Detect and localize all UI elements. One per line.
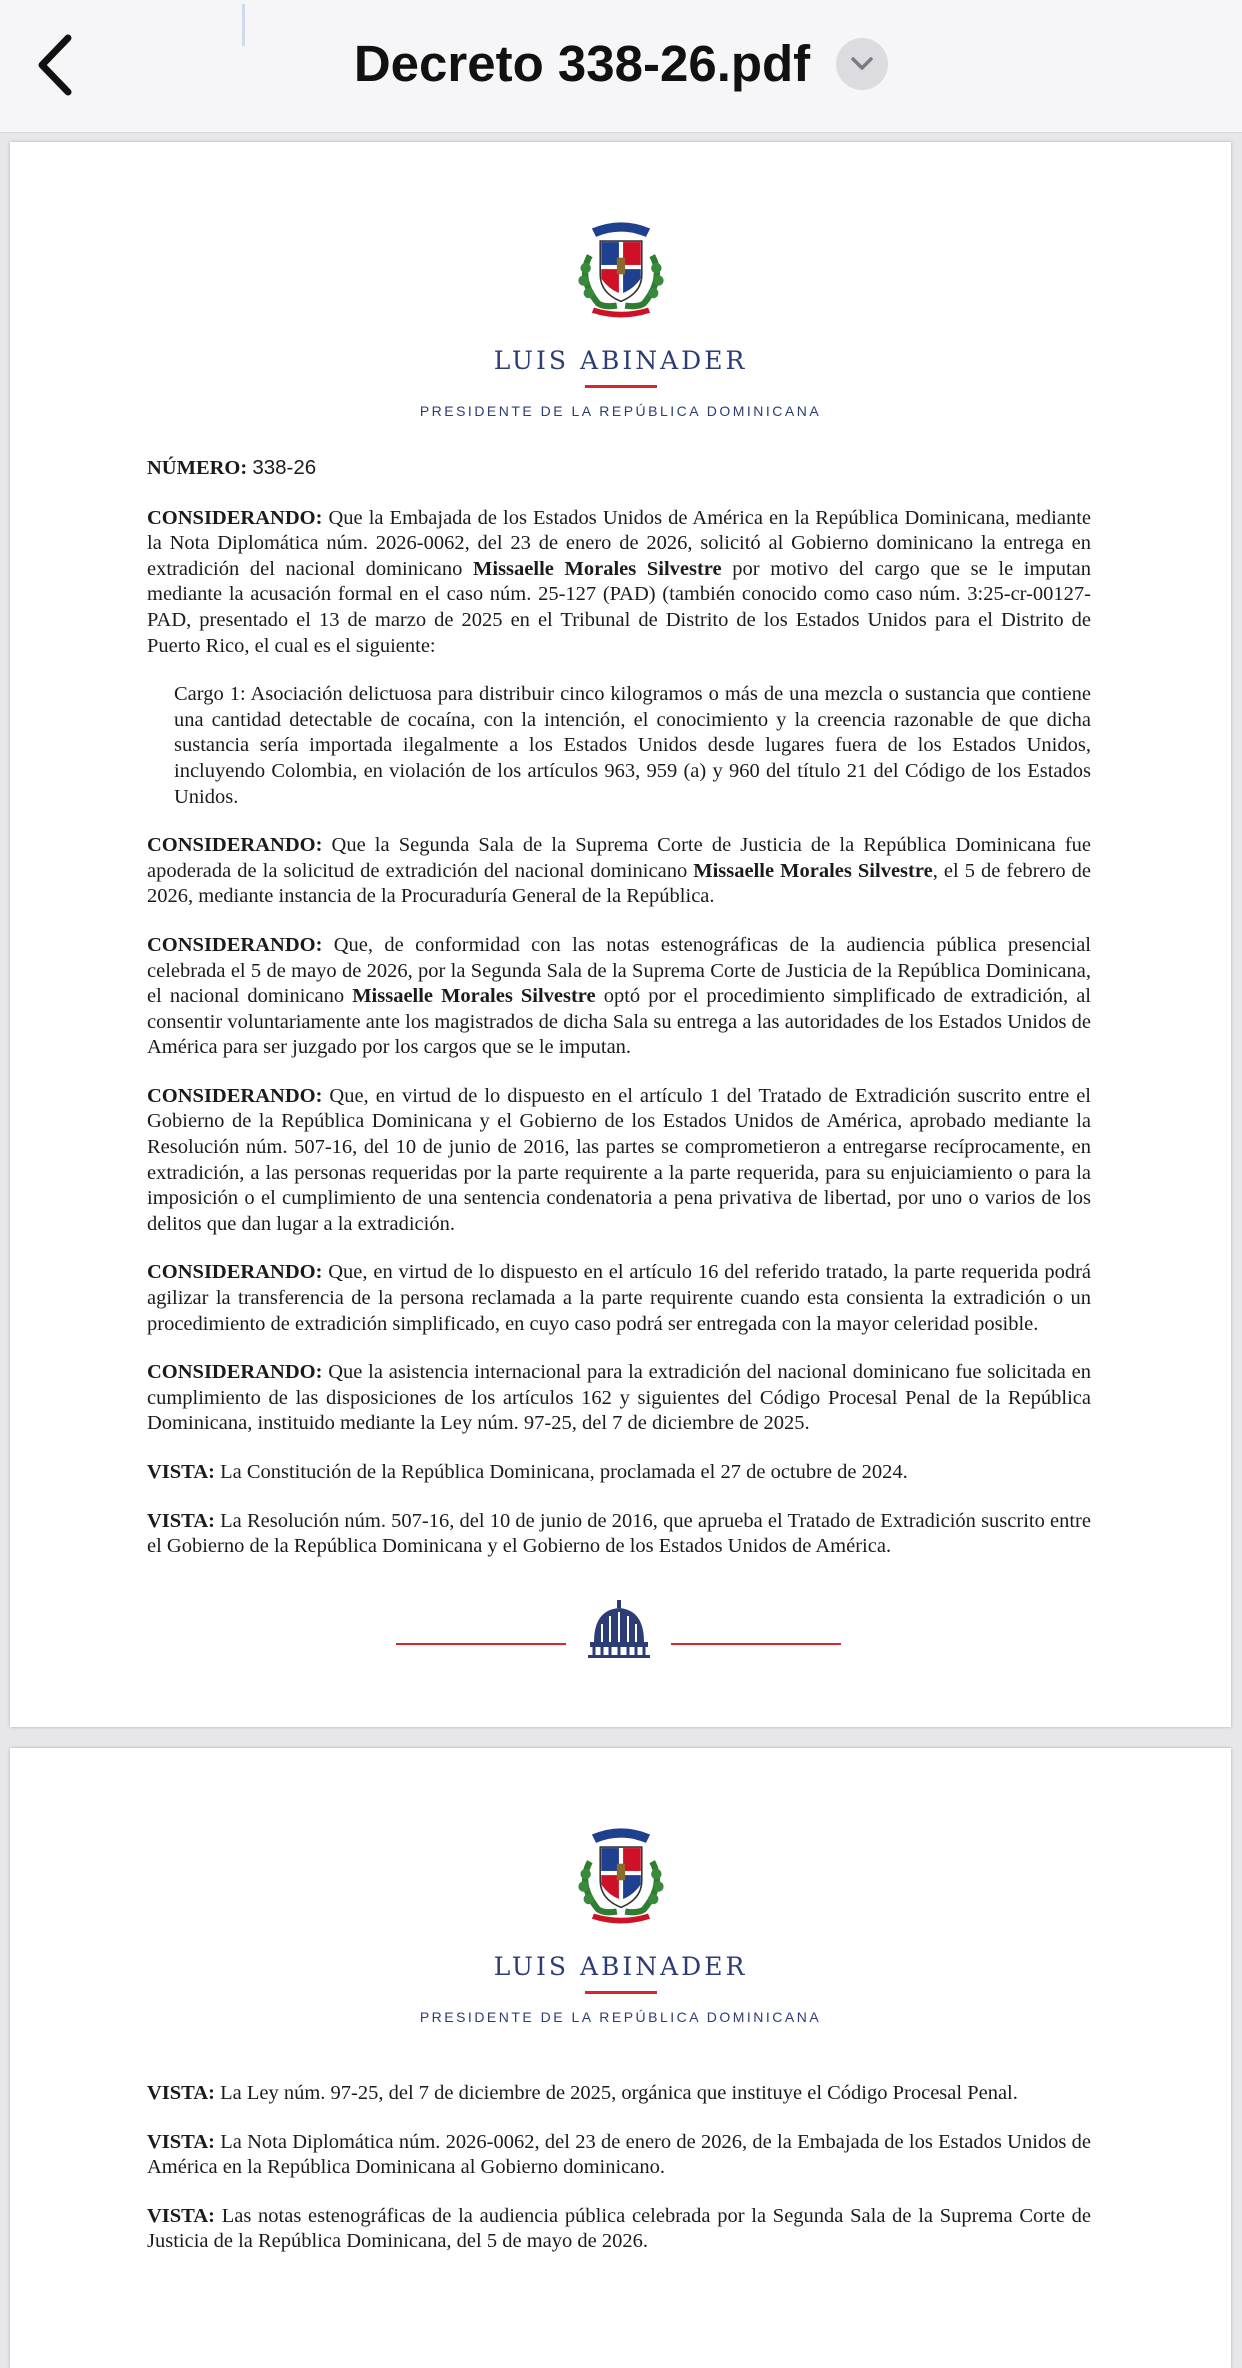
page-footer-ornament: [10, 1600, 1231, 1660]
president-title: PRESIDENTE DE LA REPÚBLICA DOMINICANA: [419, 2009, 822, 2025]
palace-dome-icon: [588, 1600, 650, 1658]
paragraph-text: La Constitución de la República Dominicana, proclamada el 27 de octubre de 2024.: [214, 1461, 908, 1483]
president-name: LUIS ABINADER: [493, 1952, 748, 1981]
considerando-paragraph: [147, 1360, 1091, 1437]
considerando-paragraph: [147, 933, 1091, 1061]
paragraph-label: CONSIDERANDO:: [147, 1084, 323, 1107]
paragraph-text: La Ley núm. 97-25, del 7 de diciembre de 2025, orgánica que instituye el Código Procesal Penal.: [214, 2082, 1018, 2104]
paragraph-text: La Nota Diplomática núm. 2026-0062, del 23 de enero de 2026, de la Embajada de los Estados Unidos de América en la República Dominicana al Gobierno dominicano.: [147, 2130, 1091, 2179]
paragraph-label: VISTA:: [147, 1509, 215, 1532]
vista-paragraph: [147, 2204, 1091, 2255]
vista-paragraph: [147, 1509, 1091, 1560]
vista-paragraph: [147, 1460, 1091, 1486]
document-title[interactable]: Decreto 338-26.pdf: [353, 35, 811, 92]
paragraph-text: La Resolución núm. 507-16, del 10 de junio de 2016, que aprueba el Tratado de Extradición suscrito entre el Gobierno de la República Dominicana y el Gobierno de los Estados Unidos de América.: [147, 1509, 1091, 1558]
paragraph-label: CONSIDERANDO:: [147, 1361, 323, 1384]
footer-line-left: [396, 1643, 566, 1645]
considerando-paragraph: [147, 506, 1091, 660]
paragraph-label: VISTA:: [147, 2130, 215, 2153]
paragraph-label: CONSIDERANDO:: [147, 1261, 323, 1284]
paragraph-label: VISTA:: [147, 1461, 215, 1483]
coat-of-arms-icon: [569, 214, 673, 318]
paragraph-text: Las notas estenográficas de la audiencia pública celebrada por la Segunda Sala de la Suprema Corte de Justicia de la República Dominicana, del 5 de mayo de 2026.: [147, 2204, 1091, 2253]
considerando-paragraph: [147, 1260, 1091, 1337]
president-title: PRESIDENTE DE LA REPÚBLICA DOMINICANA: [419, 403, 822, 419]
footer-line-right: [671, 1643, 841, 1645]
vista-paragraph: [147, 2130, 1091, 2181]
paragraph-label: VISTA:: [147, 2082, 215, 2104]
decree-number-value: 338-26: [252, 456, 317, 479]
president-name: LUIS ABINADER: [493, 346, 748, 375]
title-menu-button[interactable]: [836, 38, 888, 90]
chevron-down-icon: [850, 54, 874, 74]
decree-number: [147, 455, 1091, 482]
cargo-paragraph: Cargo 1: Asociación delictuosa para distribuir cinco kilogramos o más de una mezcla o sustancia que contiene una cantidad detectable de cocaína, con la intención, el conocimiento y la creencia razonable de que dicha sustancia sería importada ilegalmente a los Estados Unidos desde lugares fuera de los Estados Unidos, incluyendo Colombia, en violación de los artículos 963, 959 (a) y 960 del título 21 del Código de los Estados Unidos.: [174, 683, 1091, 808]
paragraph-text: , el 5 de febrero de 2026, mediante instancia de la Procuraduría General de la República.: [147, 859, 1091, 908]
person-name: Missaelle Morales Silvestre: [352, 985, 596, 1008]
paragraph-label: CONSIDERANDO:: [147, 933, 323, 956]
person-name: Missaelle Morales Silvestre: [693, 859, 933, 882]
letterhead: [10, 1820, 1231, 2025]
decree-number-label: NÚMERO:: [147, 457, 248, 479]
pdf-page-1: [10, 142, 1231, 1727]
person-name: Missaelle Morales Silvestre: [473, 557, 722, 580]
paragraph-text: Que, en virtud de lo dispuesto en el artículo 1 del Tratado de Extradición suscrito entre el Gobierno de la República Dominicana y el Gobierno de los Estados Unidos de América, aprobado mediante la Resolución núm. 507-16, del 10 de junio de 2016, las partes se comprometieron a entregarse recíprocamente, en extradición, a las personas requeridas por la parte requirente a la parte requerida, para su enjuiciamiento o para la imposición o el cumplimiento de una sentencia condenatoria a pena privativa de libertad, por uno o varios de los delitos que dan lugar a la extradición.: [147, 1084, 1091, 1235]
considerando-paragraph: [147, 1084, 1091, 1238]
letterhead-divider: [585, 385, 657, 388]
paragraph-text: Que, en virtud de lo dispuesto en el artículo 16 del referido tratado, la parte requerida podrá agilizar la transferencia de la persona reclamada a la parte requirente cuando esta consienta la extradición o un procedimiento de extradición simplificado, en cuyo caso podrá ser entregada con la mayor celeridad posible.: [147, 1261, 1091, 1335]
paragraph-label: CONSIDERANDO:: [147, 834, 323, 857]
coat-of-arms-icon: [569, 1820, 673, 1924]
paragraph-label: VISTA:: [147, 2204, 215, 2227]
letterhead-divider: [585, 1991, 657, 1994]
navigation-bar: [0, 0, 1242, 133]
paragraph-label: CONSIDERANDO:: [147, 506, 323, 529]
paragraph-text: Que, de conformidad con las notas estenográficas de la audiencia pública presencial celebrada el 5 de mayo de 2026, por la Segunda Sala de la Suprema Corte de Justicia de la República Dominicana, el nacional dominicano: [147, 933, 1091, 1008]
pdf-page-2: [10, 1748, 1231, 2368]
paragraph-text: optó por el procedimiento simplificado de extradición, al consentir voluntariamente ante los magistrados de dicha Sala su entrega a las autoridades de los Estados Unidos de América para ser juzgado por los cargos que se le imputan.: [147, 985, 1091, 1059]
document-body: [147, 455, 1091, 1583]
document-body: [147, 2081, 1091, 2278]
paragraph-text: por motivo del cargo que se le imputan mediante la acusación formal en el caso núm. 25-127 (PAD) (también conocido como caso núm. 3:25-cr-00127-PAD, presentado el 13 de marzo de 2025 en el Tribunal de Distrito de los Estados Unidos para el Distrito de Puerto Rico, el cual es el siguiente:: [147, 557, 1091, 657]
considerando-paragraph: [147, 833, 1091, 910]
vista-paragraph: [147, 2081, 1091, 2107]
paragraph-text: Que la Segunda Sala de la Suprema Corte de Justicia de la República Dominicana fue apoderada de la solicitud de extradición del nacional dominicano: [147, 834, 1091, 882]
paragraph-text: Que la asistencia internacional para la extradición del nacional dominicano fue solicitada en cumplimiento de las disposiciones de los artículos 162 y siguientes del Código Procesal Penal de la República Dominicana, instituido mediante la Ley núm. 97-25, del 7 de diciembre de 2025.: [147, 1361, 1091, 1435]
letterhead: [10, 214, 1231, 419]
paragraph-text: Que la Embajada de los Estados Unidos de América en la República Dominicana, mediante la Nota Diplomática núm. 2026-0062, del 23 de enero de 2026, solicitó al Gobierno dominicano la entrega en extradición del nacional dominicano: [147, 506, 1091, 580]
